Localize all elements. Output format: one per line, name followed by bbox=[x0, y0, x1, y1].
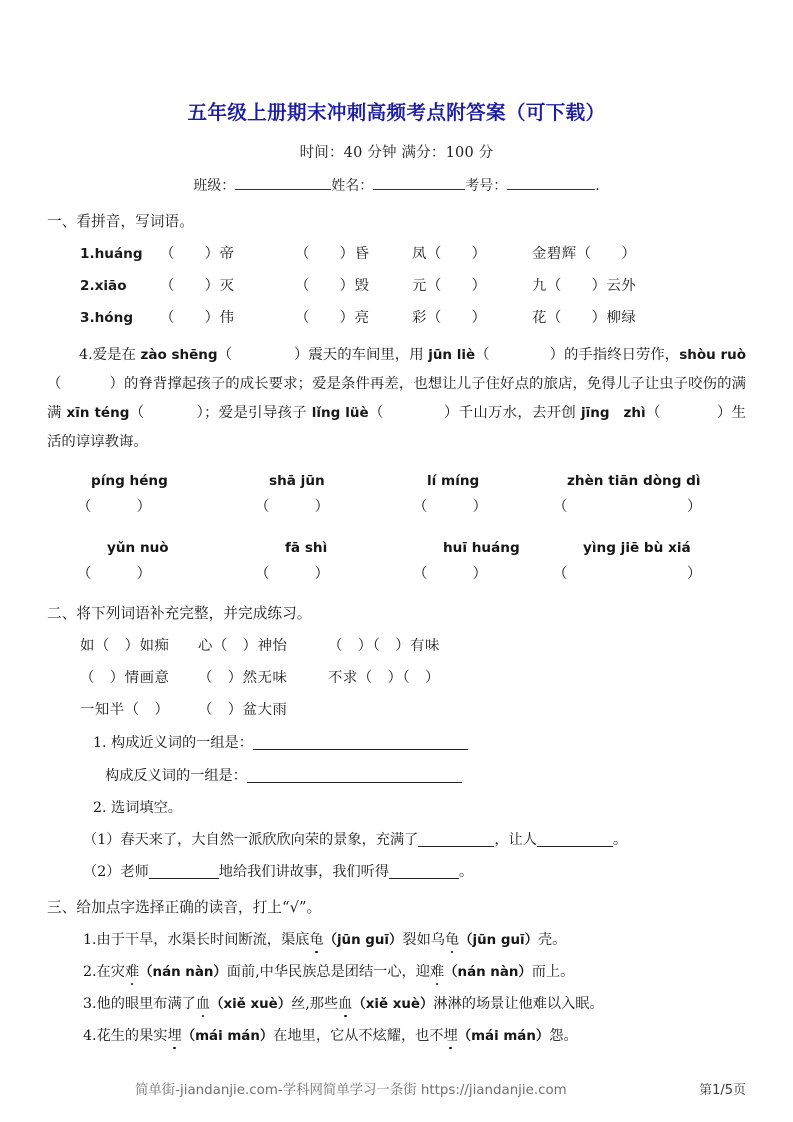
item3-text-2: 丝,那些 bbox=[291, 996, 339, 1013]
q4-pinyin-3: shòu ruò bbox=[679, 347, 746, 364]
item2-pinyin-2[interactable]: （nán nàn） bbox=[444, 965, 532, 981]
item4-pinyin-1[interactable]: （mái mán） bbox=[181, 1029, 274, 1045]
id-blank[interactable] bbox=[507, 189, 595, 190]
page-title: 五年级上册期末冲刺高频考点附答案（可下载） bbox=[187, 101, 606, 124]
row2-group-2[interactable]: （ ）毁 bbox=[295, 278, 370, 295]
footer-page-number: 第1/5页 bbox=[699, 1083, 746, 1098]
q4-text-6: ）千山万水，去开创 bbox=[443, 405, 581, 422]
item2-text-2: 面前,中华民族总是团结一心，迎 bbox=[226, 964, 430, 981]
row1-group-3[interactable]: 凤（ ） bbox=[412, 246, 487, 263]
item3-pinyin-1[interactable]: （xiě xuè） bbox=[210, 997, 292, 1013]
q4-paren-open-6: （ bbox=[645, 405, 661, 422]
word-row3-b[interactable]: （ ）盆大雨 bbox=[198, 702, 288, 719]
row1-group-2[interactable]: （ ）昏 bbox=[295, 246, 370, 263]
q4-paren-open-5: （ bbox=[368, 405, 384, 422]
section2-task2-q1 bbox=[47, 817, 746, 849]
task2-q1-text-3: 。 bbox=[612, 832, 628, 849]
exam-subtitle: 时间：40 分钟 满分：100 分 bbox=[299, 145, 494, 162]
grid-answer-1-4[interactable]: （ ） bbox=[553, 499, 702, 516]
item2-text-3: 而上。 bbox=[531, 964, 575, 981]
q4-pinyin-6: jīng zhì bbox=[580, 405, 646, 422]
item3-pinyin-2[interactable]: （xiě xuè） bbox=[352, 997, 434, 1013]
section3-heading: 三、给加点字选择正确的读音，打上“√”。 bbox=[47, 899, 322, 917]
task2-q2-text-2: 地给我们讲故事，我们听得 bbox=[218, 864, 390, 881]
q4-index: 4. bbox=[79, 347, 93, 364]
row1-group-4[interactable]: 金碧辉（ ） bbox=[532, 246, 637, 263]
item2-text-1: 在灾 bbox=[96, 964, 125, 981]
grid-pinyin-1-2: shā jūn bbox=[269, 473, 325, 490]
trailing-period: . bbox=[595, 178, 600, 195]
section3-item-1 bbox=[47, 917, 746, 949]
item1-pinyin-1[interactable]: （jūn guī） bbox=[323, 933, 403, 949]
section2-task2-q2 bbox=[47, 849, 746, 881]
q4-paren-open-4: （ bbox=[129, 405, 145, 422]
grid-answer-2-4[interactable]: （ ） bbox=[553, 566, 702, 583]
item4-text-1: 花生的果实 bbox=[96, 1028, 168, 1045]
grid-pinyin-2-3: huī huáng bbox=[443, 540, 520, 557]
word-row1-b[interactable]: 心（ ）神怡 bbox=[198, 638, 288, 655]
pinyin-word-grid bbox=[47, 457, 746, 587]
word-row1-a[interactable]: 如（ ）如痴 bbox=[80, 638, 170, 655]
task1-synonym-blank[interactable] bbox=[253, 749, 468, 750]
pinyin-grid-row-1 bbox=[77, 473, 746, 489]
task2-q1-blank-2[interactable] bbox=[537, 846, 613, 847]
item4-index: 4. bbox=[83, 1028, 97, 1045]
item2-marked-char-1: 难 bbox=[125, 961, 139, 981]
item1-marked-char-2: 龟 bbox=[445, 929, 459, 949]
grid-pinyin-2-4: yìng jiē bù xiá bbox=[583, 540, 691, 557]
item4-text-3: 怨。 bbox=[549, 1028, 578, 1045]
row1-group-1[interactable]: （ ）帝 bbox=[160, 246, 235, 263]
item3-text-1: 他的眼里布满了 bbox=[96, 996, 196, 1013]
task2-q1-blank-1[interactable] bbox=[418, 846, 494, 847]
item2-marked-char-2: 难 bbox=[430, 961, 444, 981]
row2-pinyin: 2.xiāo bbox=[80, 278, 127, 295]
q4-paren-open-3: （ bbox=[47, 376, 62, 393]
name-blank[interactable] bbox=[373, 189, 465, 190]
pinyin-grid-row-2 bbox=[77, 520, 746, 556]
q4-pinyin-4: xīn téng bbox=[66, 405, 130, 422]
pinyin-grid-answers-1 bbox=[77, 489, 746, 520]
item3-marked-char-1: 血 bbox=[196, 993, 210, 1013]
task2-q2-blank-2[interactable] bbox=[389, 878, 459, 879]
row3-group-3[interactable]: 彩（ ） bbox=[412, 310, 487, 327]
student-info-line bbox=[47, 162, 746, 195]
task2-q1-text-1: （1）春天来了，大自然一派欣欣向荣的景象，充满了 bbox=[83, 832, 419, 849]
item3-text-3: 淋淋的场景让他难以入眠。 bbox=[433, 996, 604, 1013]
section3-item-4 bbox=[47, 1013, 746, 1045]
row3-pinyin: 3.hóng bbox=[80, 310, 134, 327]
page-footer bbox=[0, 1079, 793, 1098]
q4-pinyin-1: zào shēng bbox=[140, 347, 218, 364]
section2-word-row-2 bbox=[47, 655, 746, 687]
item1-pinyin-2[interactable]: （jūn guī） bbox=[459, 933, 538, 949]
grid-answer-1-1[interactable]: （ ） bbox=[77, 499, 152, 516]
q4-text-1: 爱是在 bbox=[92, 347, 141, 364]
grid-answer-1-3[interactable]: （ ） bbox=[413, 499, 488, 516]
q4-text-4: ）的脊背撑起孩子的成长要求；爱是条件再差，也想让儿子住好点的旅店，免得儿子让虫子咬伤的满满 bbox=[47, 376, 746, 422]
q4-pinyin-2: jūn liè bbox=[428, 347, 476, 364]
task2-q2-blank-1[interactable] bbox=[149, 878, 219, 879]
item4-marked-char-2: 埋 bbox=[444, 1025, 458, 1045]
name-label: 姓名： bbox=[331, 178, 374, 195]
item1-index: 1. bbox=[83, 932, 97, 949]
item4-marked-char-1: 埋 bbox=[168, 1025, 182, 1045]
section1-row-2 bbox=[47, 263, 746, 295]
row3-group-1[interactable]: （ ）伟 bbox=[160, 310, 235, 327]
grid-answer-2-3[interactable]: （ ） bbox=[413, 566, 488, 583]
q4-text-7: ）生活的谆谆教诲。 bbox=[47, 405, 747, 451]
class-label: 班级： bbox=[193, 178, 236, 195]
q4-text-2: ）震天的车间里，用 bbox=[293, 347, 429, 364]
task2-q2-text-3: 。 bbox=[459, 864, 474, 881]
section3-item-3 bbox=[47, 981, 746, 1013]
task1-antonym-label: 构成反义词的一组是： bbox=[105, 768, 247, 785]
row3-group-2[interactable]: （ ）亮 bbox=[295, 310, 370, 327]
item1-marked-char-1: 龟 bbox=[309, 929, 323, 949]
section2-word-row-1 bbox=[47, 623, 746, 655]
section2-task1-antonym bbox=[47, 752, 746, 785]
item1-text-3: 壳。 bbox=[537, 932, 567, 949]
grid-answer-2-1[interactable]: （ ） bbox=[77, 566, 152, 583]
class-blank[interactable] bbox=[235, 189, 331, 190]
section1-row-3 bbox=[47, 295, 746, 327]
word-row2-a[interactable]: （ ）情画意 bbox=[80, 670, 170, 687]
section1-question-4 bbox=[47, 327, 746, 457]
section1-heading: 一、看拼音，写词语。 bbox=[47, 213, 194, 231]
grid-answer-1-2[interactable]: （ ） bbox=[255, 499, 330, 516]
task2-q2-text-1: （2）老师 bbox=[83, 864, 149, 881]
item2-index: 2. bbox=[83, 964, 97, 981]
row1-pinyin: 1.huáng bbox=[80, 246, 143, 263]
item1-text-1: 由于干旱，水渠长时间断流，渠底 bbox=[96, 932, 310, 949]
task2-q1-text-2: ，让人 bbox=[494, 832, 537, 849]
q4-text-5: ）；爱是引导孩子 bbox=[196, 405, 312, 422]
section1-row-1 bbox=[47, 231, 746, 263]
grid-pinyin-1-1: píng héng bbox=[91, 473, 168, 490]
task1-synonym-label: 1. 构成近义词的一组是： bbox=[93, 735, 253, 752]
word-row2-b[interactable]: （ ）然无味 bbox=[198, 670, 288, 687]
id-label: 考号： bbox=[465, 178, 508, 195]
item4-pinyin-2[interactable]: （mái mán） bbox=[457, 1029, 550, 1045]
section2-task2-heading: 2. 选词填空。 bbox=[93, 800, 182, 817]
q4-paren-open-2: （ bbox=[475, 347, 490, 364]
task1-antonym-blank[interactable] bbox=[247, 782, 462, 783]
item3-index: 3. bbox=[83, 996, 97, 1013]
section2-task1-synonym bbox=[47, 719, 746, 752]
row2-group-3[interactable]: 元（ ） bbox=[412, 278, 487, 295]
row3-group-4[interactable]: 花（ ）柳绿 bbox=[532, 310, 637, 327]
grid-pinyin-2-1: yǔn nuò bbox=[107, 540, 169, 557]
row2-group-4[interactable]: 九（ ）云外 bbox=[532, 278, 637, 295]
q4-paren-open-1: （ bbox=[217, 347, 232, 364]
item1-text-2: 裂如乌 bbox=[402, 932, 445, 949]
word-row3-a[interactable]: 一知半（ ） bbox=[80, 702, 170, 719]
item4-text-2: 在地里，它从不炫耀，也不 bbox=[273, 1028, 444, 1045]
pinyin-grid-answers-2 bbox=[77, 556, 746, 587]
section3-item-2 bbox=[47, 949, 746, 981]
section2-word-row-3 bbox=[47, 687, 746, 719]
q4-pinyin-5: lǐng lüè bbox=[311, 405, 369, 422]
row2-group-1[interactable]: （ ）灭 bbox=[160, 278, 235, 295]
item3-marked-char-2: 血 bbox=[338, 993, 352, 1013]
footer-site-link[interactable]: 简单街-jiandanjie.com-学科网简单学习一条街 https://jiandanjie.com bbox=[135, 1083, 567, 1098]
q4-text-3: ）的手指终日劳作， bbox=[549, 347, 680, 364]
grid-pinyin-1-3: lí míng bbox=[427, 473, 480, 490]
item2-pinyin-1[interactable]: （nán nàn） bbox=[139, 965, 227, 981]
grid-pinyin-1-4: zhèn tiān dòng dì bbox=[567, 473, 701, 490]
section2-heading: 二、将下列词语补充完整，并完成练习。 bbox=[47, 605, 312, 623]
grid-pinyin-2-2: fā shì bbox=[285, 540, 328, 557]
word-row2-c[interactable]: 不求（ ）（ ） bbox=[328, 670, 440, 687]
word-row1-c[interactable]: （ ）（ ）有味 bbox=[328, 638, 440, 655]
grid-answer-2-2[interactable]: （ ） bbox=[255, 566, 330, 583]
